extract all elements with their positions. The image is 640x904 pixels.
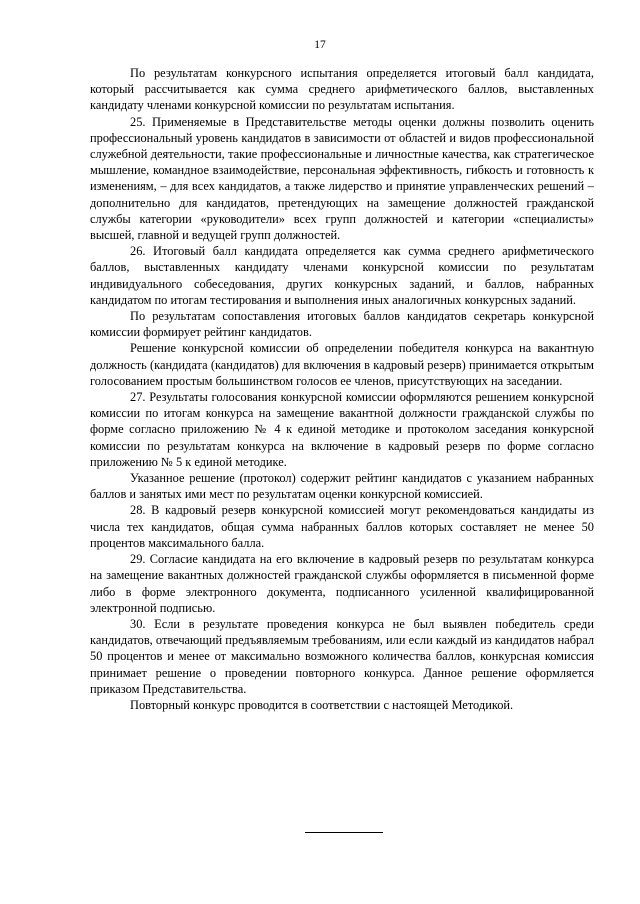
paragraph-repeat-contest-rules: Повторный конкурс проводится в соответствии с настоящей Методикой. — [130, 697, 514, 712]
footer-divider — [305, 832, 383, 833]
paragraph-28-reserve: 28. В кадровый резерв конкурсной комиссией могут рекомендоваться кандидаты из числа тех кандидатов, общая сумма набранных баллов которых составляет не менее 50 процентов максимального балла. — [90, 503, 594, 550]
paragraph-final-score-intro: По результатам конкурсного испытания определяется итоговый балл кандидата, который рассчитывается как сумма среднего арифметического баллов, выставленных кандидату членами конкурсной комиссии по результатам испытания. — [90, 66, 594, 113]
paragraph-winner-decision: Решение конкурсной комиссии об определении победителя конкурса на вакантную должность (кандидата (кандидатов) для включения в кадровый резерв) принимается открытым голосованием простым большинством голосов ее членов, присутствующих на заседании. — [90, 341, 594, 388]
page-number: 17 — [314, 39, 326, 51]
paragraph-rating: По результатам сопоставления итоговых баллов кандидатов секретарь конкурсной комиссии формирует рейтинг кандидатов. — [90, 309, 594, 340]
paragraph-30-repeat-contest: 30. Если в результате проведения конкурса не был выявлен победитель среди кандидатов, отвечающий предъявляемым требованиям, или если каждый из кандидатов набрал 50 процентов и менее от максимально возможного количества баллов, конкурсная комиссия принимает решение о проведении повторного конкурса. Данное решение оформляется приказом Представительства. — [90, 616, 594, 696]
paragraph-27-voting-results: 27. Результаты голосования конкурсной комиссии оформляются решением конкурсной комиссии по итогам конкурса на замещение вакантной должности гражданской службы по форме согласно приложению № 4 к единой методике и протоколом заседания конкурсной комиссии по результатам конкурса на включение в кадровый резерв по форме согласно приложению № 5 к единой методике. — [90, 390, 594, 469]
paragraph-decision-content: Указанное решение (протокол) содержит рейтинг кандидатов с указанием набранных баллов и занятых ими мест по результатам оценки конкурсной комиссией. — [90, 471, 594, 502]
paragraph-29-consent: 29. Согласие кандидата на его включение в кадровый резерв по результатам конкурса на замещение вакантных должностей гражданской службы оформляется в письменной форме либо в форме электронного документа, подписанного усиленной квалифицированной электронной подписью. — [90, 552, 594, 615]
paragraph-25-evaluation-methods: 25. Применяемые в Представительстве методы оценки должны позволить оценить профессиональный уровень кандидатов в зависимости от областей и видов профессиональной служебной деятельности, такие профессиональные и личностные качества, как стратегическое мышление, командное взаимодействие, персональная эффективность, гибкость и готовность к изменениям, – для всех кандидатов, а также лидерство и принятие управленческих решений – дополнительно для кандидатов, претендующих на замещение должностей гражданской службы категории «руководители» всех групп должностей и категории «специалисты» высшей, главной и ведущей групп должностей. — [90, 114, 594, 243]
paragraph-26-final-score: 26. Итоговый балл кандидата определяется как сумма среднего арифметического баллов, выставленных кандидату членами конкурсной комиссии по результатам индивидуального собеседования, других конкурсных заданий, и баллов, набранных кандидатом по итогам тестирования и выполнения иных аналогичных конкурсных заданий. — [90, 244, 594, 307]
document-body — [90, 65, 594, 713]
